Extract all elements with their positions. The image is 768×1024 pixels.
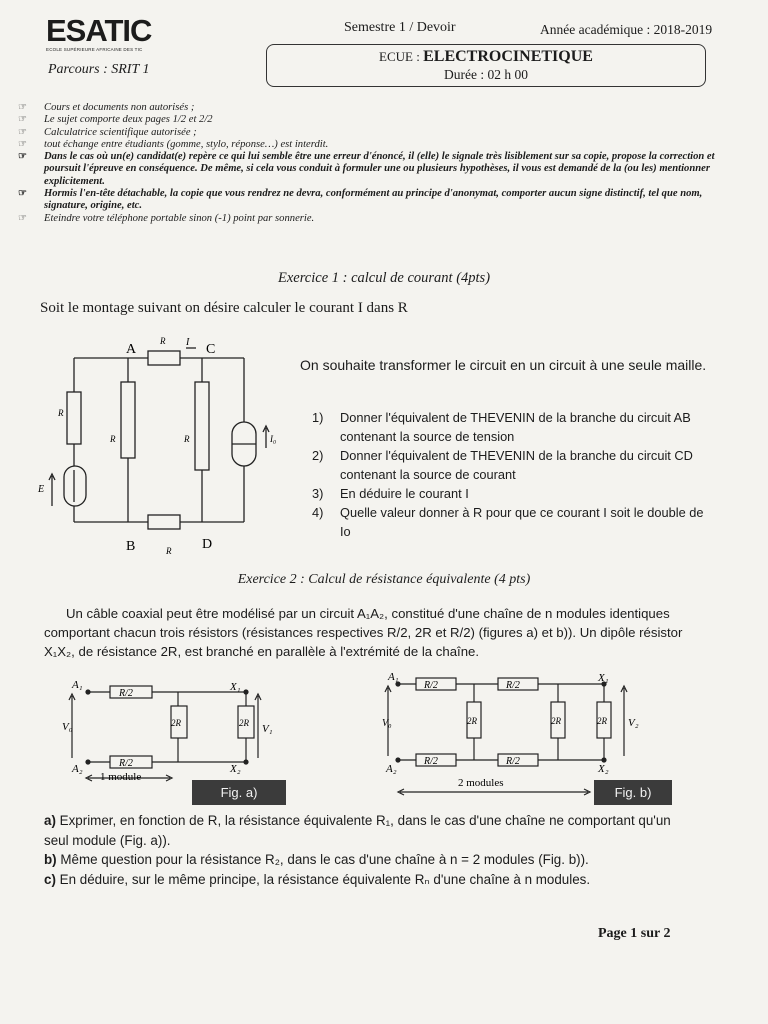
exercise1-title: Exercice 1 : calcul de courant (4pts) xyxy=(277,270,491,286)
transform-text: On souhaite transformer le circuit en un circuit à une seule maille. xyxy=(300,357,707,373)
semester-label: Semestre 1 / Devoir xyxy=(344,20,456,35)
r-half-label: R/2 xyxy=(424,756,438,767)
r-two-label: 2R xyxy=(171,718,181,728)
exercise1-intro: Soit le montage suivant on désire calculer le courant I dans R xyxy=(40,300,408,316)
resistor-left xyxy=(67,392,81,444)
b-x1-label: X₁ xyxy=(598,672,609,684)
source-io-label: I₀ xyxy=(270,434,277,444)
ecue-title: ELECTROCINETIQUE xyxy=(423,48,593,65)
rule-item: ☞ Cours et documents non autorisés ; xyxy=(18,102,195,113)
resistor-bottom-label: R xyxy=(166,546,172,556)
r-half-label: R/2 xyxy=(424,680,438,691)
r-two-label: 2R xyxy=(467,716,477,726)
resistor-mid-right xyxy=(195,382,209,470)
r-two-label: 2R xyxy=(597,716,607,726)
pointing-hand-icon: ☞ xyxy=(18,114,27,126)
exercise2-title: Exercice 2 : Calcul de résistance équivalente (4 pts) xyxy=(237,572,531,587)
page-number: Page 1 sur 2 xyxy=(598,926,671,941)
v0-label: V₀ xyxy=(62,721,73,733)
node-b-label: B xyxy=(126,539,136,554)
resistor-top-label: R xyxy=(160,336,166,346)
resistor-mid-left-label: R xyxy=(110,434,116,444)
x2-label: X₂ xyxy=(230,763,241,775)
voltage-source xyxy=(64,466,86,506)
pointing-hand-icon: ☞ xyxy=(18,126,27,138)
pointing-hand-icon: ☞ xyxy=(18,138,27,150)
fig-b-label: Fig. b) xyxy=(594,780,672,805)
b-v2-label: V₂ xyxy=(628,717,639,729)
question-item: 3) En déduire le courant I xyxy=(312,486,469,501)
rule-item: ☞ Le sujet comporte deux pages 1/2 et 2/2 xyxy=(18,114,213,126)
rule-item: ☞ Eteindre votre téléphone portable sinon (-1) point par sonnerie. xyxy=(18,212,315,224)
question-item: b) Même question pour la résistance R₂, dans le cas d'une chaîne à n = 2 modules (Fig. b)). xyxy=(44,852,589,867)
question-item: c) En déduire, sur le même principe, la résistance équivalente Rₙ d'une chaîne à n modules. xyxy=(44,871,591,887)
parcours-label: Parcours : SRIT 1 xyxy=(48,62,150,77)
a2-label: A₂ xyxy=(72,763,83,775)
source-e-label: E xyxy=(38,484,45,495)
r-two-label: 2R xyxy=(551,716,561,726)
logo-subtitle: ECOLE SUPÉRIEURE AFRICAINE DES TIC xyxy=(46,47,143,52)
b-v0-label: V₀ xyxy=(382,718,392,729)
pointing-hand-icon: ☞ xyxy=(18,151,27,163)
resistor-mid-left xyxy=(121,382,135,458)
rule-item: ☞ Calculatrice scientifique autorisée ; xyxy=(18,126,197,138)
pointing-hand-icon: ☞ xyxy=(18,212,27,224)
pointing-hand-icon: ☞ xyxy=(18,188,27,200)
exercise1-questions xyxy=(300,408,712,541)
r-half-top-label: R/2 xyxy=(119,688,133,699)
pointing-hand-icon: ☞ xyxy=(18,102,27,113)
node-d-label: D xyxy=(202,537,213,552)
node-c-label: C xyxy=(206,342,216,357)
one-module-caption: 1 module xyxy=(100,771,142,783)
rule-item: ☞ Hormis l'en-tête détachable, la copie que vous rendrez ne devra, conformément au principe d'anonymat, comporter aucun signe distinctif, tel que nom, signature, origine, etc. xyxy=(18,188,703,212)
r-half-label: R/2 xyxy=(506,680,520,691)
question-item: a) Exprimer, en fonction de R, la résistance équivalente R₁, dans le cas d'une chaîne ne comportant qu'un seul module (Fig. a)). xyxy=(44,813,671,848)
b-x2-label: X₂ xyxy=(598,763,609,775)
rule-item: ☞ tout échange entre étudiants (gomme, stylo, réponse…) est interdit. xyxy=(18,138,329,150)
ecue-label: ECUE : xyxy=(379,49,420,64)
resistor-top xyxy=(148,351,180,365)
b-a1-label: A₁ xyxy=(388,671,399,683)
x1-label: X₁ xyxy=(230,681,241,693)
exercise2-paragraph: Un câble coaxial peut être modélisé par un circuit A₁A₂, constitué d'une chaîne de n modules identiques comportant chacun trois résistors (résistances respectives R/2, 2R et R/2) (figures a) et b)). Un dipôle résistor X₁X₂, de résistance 2R, est branché en parallèle à l'extrémité de la chaîne. xyxy=(44,606,683,659)
r-two-label: 2R xyxy=(239,718,249,728)
two-modules-caption: 2 modules xyxy=(458,777,504,789)
ecue-line xyxy=(267,48,705,66)
esatic-logo xyxy=(46,13,166,52)
question-item: 4) Quelle valeur donner à R pour que ce courant I soit le double de Io xyxy=(312,505,704,539)
fig-a-label: Fig. a) xyxy=(192,780,286,805)
question-item: 1) Donner l'équivalent de THEVENIN de la branche du circuit AB contenant la source de tension xyxy=(312,410,691,444)
resistor-left-label: R xyxy=(58,408,64,418)
resistor-mid-right-label: R xyxy=(184,434,190,444)
r-half-bottom-label: R/2 xyxy=(119,758,133,769)
rules-list xyxy=(18,102,748,225)
r-half-label: R/2 xyxy=(506,756,520,767)
duration-label: Durée : 02 h 00 xyxy=(444,67,528,82)
question-item: 2) Donner l'équivalent de THEVENIN de la branche du circuit CD contenant la source de courant xyxy=(312,448,693,482)
ecue-box xyxy=(266,44,706,87)
resistor-bottom xyxy=(148,515,180,529)
exercise2-questions xyxy=(44,811,694,889)
logo-text: ESATIC xyxy=(46,13,152,48)
b-a2-label: A₂ xyxy=(386,763,397,775)
circuit-diagram xyxy=(30,330,290,560)
academic-year: Année académique : 2018-2019 xyxy=(540,22,713,37)
v1-label: V₁ xyxy=(262,723,273,735)
rule-item: ☞ Dans le cas où un(e) candidat(e) repère ce qui lui semble être une erreur d'énoncé, il (elle) le signale très lisiblement sur sa copie, propose la correction et poursuit l'épreuve en conséquence. De même, si cela vous conduit à formuler une ou plusieurs hypothèses, il vous est demandé de la (ou les) mentionner explicitement. xyxy=(18,151,715,187)
node-a-label: A xyxy=(126,342,137,357)
a1-label: A₁ xyxy=(72,679,83,691)
current-i-label: I xyxy=(186,337,190,348)
